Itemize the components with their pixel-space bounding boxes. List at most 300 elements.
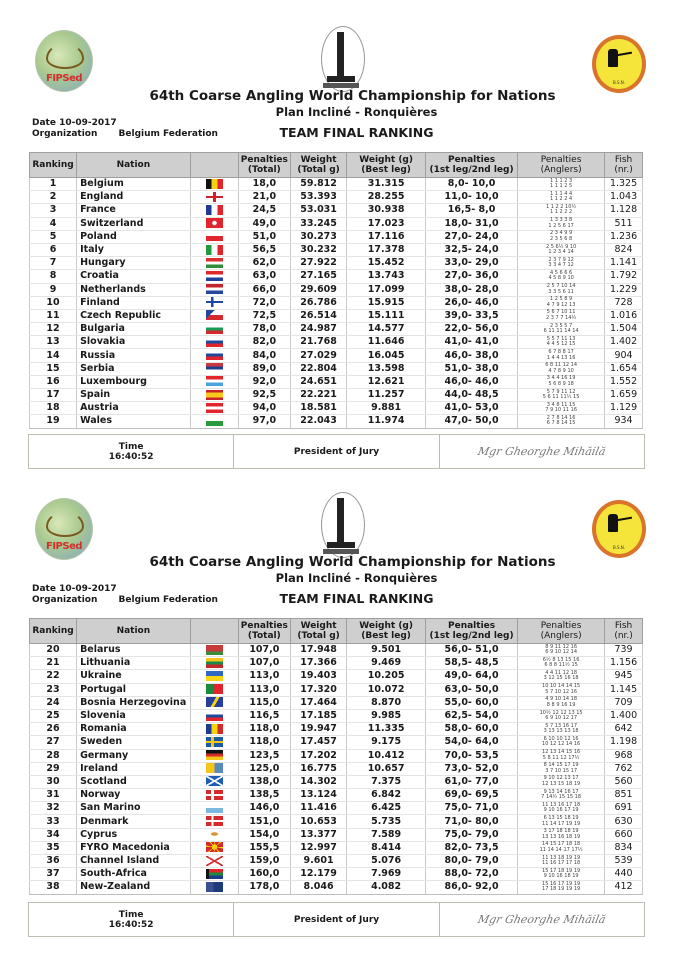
table-row: [30, 828, 643, 841]
rank-cell: 26: [30, 723, 77, 736]
rank-cell: 35: [30, 841, 77, 854]
flag-cell: [190, 296, 238, 309]
penalties-total-cell: 116,5: [238, 709, 290, 722]
organization-value: Belgium Federation: [118, 129, 218, 139]
rank-cell: 16: [30, 375, 77, 388]
table-row: [30, 204, 643, 217]
flag-cell: [190, 644, 238, 657]
flag-cell: [190, 402, 238, 415]
fish-cell: 1.402: [605, 336, 643, 349]
fish-cell: 1.792: [605, 270, 643, 283]
fish-cell: 1.400: [605, 709, 643, 722]
flag-france-icon: [206, 205, 223, 215]
penalties-anglers-cell: 2 7 8 14 16 6 7 8 14 15: [518, 415, 605, 428]
weight-best-cell: 9.469: [347, 657, 426, 670]
flag-belarus-icon: [206, 645, 223, 655]
flag-cell: [190, 270, 238, 283]
rank-cell: 19: [30, 415, 77, 428]
fish-cell: 709: [605, 696, 643, 709]
weight-total-cell: 17.320: [290, 683, 346, 696]
nation-cell: England: [77, 191, 191, 204]
table-row: [30, 309, 643, 322]
weight-best-cell: 11.335: [347, 723, 426, 736]
penalties-total-cell: 62,0: [238, 257, 290, 270]
penalties-legs-cell: 27,0- 24,0: [426, 230, 518, 243]
signature: Mgr Gheorghe Mihăilă: [476, 445, 607, 458]
penalties-total-cell: 94,0: [238, 402, 290, 415]
table-row: [30, 230, 643, 243]
rank-cell: 17: [30, 389, 77, 402]
signature-cell: [440, 435, 644, 468]
table-row: [30, 191, 643, 204]
col-flag: [190, 619, 238, 644]
weight-best-cell: 9.175: [347, 736, 426, 749]
penalties-legs-cell: 82,0- 73,5: [426, 841, 518, 854]
table-row: [30, 868, 643, 881]
nation-cell: Lithuania: [77, 657, 191, 670]
nation-cell: Bulgaria: [77, 323, 191, 336]
nation-cell: San Marino: [77, 802, 191, 815]
col-penalties-legs: Penalties (1st leg/2nd leg): [426, 619, 518, 644]
table-header: [30, 153, 643, 178]
weight-total-cell: 53.031: [290, 204, 346, 217]
weight-total-cell: 10.653: [290, 815, 346, 828]
table-row: [30, 178, 643, 191]
table-header: [30, 619, 643, 644]
weight-total-cell: 21.768: [290, 336, 346, 349]
penalties-anglers-cell: 1 2 5 8 9 4 7 9 12 13: [518, 296, 605, 309]
penalties-anglers-cell: 15 16 17 19 19 17 18 19 19 19: [518, 881, 605, 894]
fish-cell: 691: [605, 802, 643, 815]
rank-cell: 28: [30, 749, 77, 762]
rank-cell: 11: [30, 309, 77, 322]
table-row: [30, 736, 643, 749]
flag-cell: [190, 749, 238, 762]
penalties-legs-cell: 33,0- 29,0: [426, 257, 518, 270]
flag-cell: [190, 696, 238, 709]
weight-total-cell: 24.987: [290, 323, 346, 336]
penalties-total-cell: 118,0: [238, 736, 290, 749]
penalties-anglers-cell: 8 14 15 17 19 3 7 10 15 17: [518, 762, 605, 775]
penalties-anglers-cell: 5 6 7 10 11 2 3 7 7 14½: [518, 309, 605, 322]
penalties-total-cell: 24,5: [238, 204, 290, 217]
table-row: [30, 375, 643, 388]
nation-cell: Slovakia: [77, 336, 191, 349]
penalties-legs-cell: 86,0- 92,0: [426, 881, 518, 894]
fish-cell: 968: [605, 749, 643, 762]
penalties-anglers-cell: 8 9 11 12 16 6 9 10 12 14: [518, 644, 605, 657]
penalties-total-cell: 138,5: [238, 789, 290, 802]
nation-cell: Denmark: [77, 815, 191, 828]
venue-title: Plan Incliné - Ronquières: [275, 105, 438, 119]
flag-portugal-icon: [206, 684, 223, 694]
table-row: [30, 362, 643, 375]
date-line: Date 10-09-2017: [32, 584, 117, 594]
weight-best-cell: 10.072: [347, 683, 426, 696]
penalties-legs-cell: 18,0- 31,0: [426, 217, 518, 230]
nation-cell: Cyprus: [77, 828, 191, 841]
table-row: [30, 762, 643, 775]
weight-total-cell: 30.232: [290, 243, 346, 256]
flag-jersey-icon: [206, 856, 223, 866]
nation-cell: Croatia: [77, 270, 191, 283]
table-row: [30, 336, 643, 349]
weight-total-cell: 13.124: [290, 789, 346, 802]
rank-cell: 18: [30, 402, 77, 415]
weight-best-cell: 7.589: [347, 828, 426, 841]
rank-cell: 1: [30, 178, 77, 191]
flag-sweden-icon: [206, 737, 223, 747]
penalties-total-cell: 154,0: [238, 828, 290, 841]
weight-best-cell: 11.646: [347, 336, 426, 349]
flag-cell: [190, 762, 238, 775]
weight-total-cell: 8.046: [290, 881, 346, 894]
penalties-anglers-cell: 9 10 12 13 17 12 13 15 18 19: [518, 775, 605, 788]
weight-best-cell: 11.257: [347, 389, 426, 402]
weight-total-cell: 13.377: [290, 828, 346, 841]
rank-cell: 7: [30, 257, 77, 270]
fish-cell: 824: [605, 243, 643, 256]
flag-poland-icon: [206, 231, 223, 241]
time-cell: Time 16:40:52: [29, 903, 234, 936]
flag-denmark-icon: [206, 816, 223, 826]
weight-best-cell: 5.076: [347, 855, 426, 868]
fish-cell: 1.145: [605, 683, 643, 696]
flag-cell: [190, 670, 238, 683]
date-value: 10-09-2017: [59, 118, 117, 128]
penalties-legs-cell: 63,0- 50,0: [426, 683, 518, 696]
flag-cell: [190, 855, 238, 868]
table-row: [30, 415, 643, 428]
rank-cell: 34: [30, 828, 77, 841]
penalties-legs-cell: 71,0- 80,0: [426, 815, 518, 828]
penalties-legs-cell: 62,5- 54,0: [426, 709, 518, 722]
weight-total-cell: 11.416: [290, 802, 346, 815]
col-flag: [190, 153, 238, 178]
nation-cell: Belgium: [77, 178, 191, 191]
table-row: [30, 217, 643, 230]
weight-total-cell: 22.221: [290, 389, 346, 402]
weight-best-cell: 6.842: [347, 789, 426, 802]
weight-total-cell: 12.997: [290, 841, 346, 854]
flag-cell: [190, 802, 238, 815]
federation-logo-icon: B.S.N.: [592, 35, 646, 93]
fish-cell: 1.659: [605, 389, 643, 402]
nation-cell: Channel Island: [77, 855, 191, 868]
signature-cell: [440, 903, 644, 936]
fish-cell: 1.128: [605, 204, 643, 217]
venue-title: Plan Incliné - Ronquières: [275, 571, 438, 585]
fish-cell: 1.654: [605, 362, 643, 375]
penalties-anglers-cell: 14 15 17 18 18 11 14 14 17 17½: [518, 841, 605, 854]
nation-cell: South-Africa: [77, 868, 191, 881]
flag-spain-icon: [206, 390, 223, 400]
penalties-legs-cell: 51,0- 38,0: [426, 362, 518, 375]
flag-belgium-icon: [206, 179, 223, 189]
penalties-legs-cell: 54,0- 64,0: [426, 736, 518, 749]
penalties-anglers-cell: 1 1 1 2 3 1 1 1 2 5: [518, 178, 605, 191]
penalties-total-cell: 49,0: [238, 217, 290, 230]
table-row: [30, 283, 643, 296]
flag-sanmarino-icon: [206, 803, 223, 813]
signature: Mgr Gheorghe Mihăilă: [476, 913, 607, 926]
penalties-total-cell: 18,0: [238, 178, 290, 191]
penalties-anglers-cell: 1 1 2 2 10½ 1 1 2 2 2: [518, 204, 605, 217]
col-penalties-total: Penalties (Total): [238, 153, 290, 178]
penalties-legs-cell: 58,5- 48,5: [426, 657, 518, 670]
weight-total-cell: 26.514: [290, 309, 346, 322]
penalties-anglers-cell: 3 4 8 11 15 7 9 10 11 16: [518, 402, 605, 415]
fish-cell: 1.552: [605, 375, 643, 388]
weight-total-cell: 17.185: [290, 709, 346, 722]
weight-total-cell: 30.273: [290, 230, 346, 243]
penalties-total-cell: 84,0: [238, 349, 290, 362]
flag-slovakia-icon: [206, 337, 223, 347]
penalties-total-cell: 78,0: [238, 323, 290, 336]
table-row: [30, 789, 643, 802]
report-title: TEAM FINAL RANKING: [279, 125, 434, 140]
penalties-anglers-cell: 6 7 8 8 17 1 4 4 13 16: [518, 349, 605, 362]
weight-best-cell: 17.378: [347, 243, 426, 256]
penalties-legs-cell: 32,5- 24,0: [426, 243, 518, 256]
fish-cell: 851: [605, 789, 643, 802]
rank-cell: 12: [30, 323, 77, 336]
penalties-total-cell: 113,0: [238, 683, 290, 696]
weight-best-cell: 6.425: [347, 802, 426, 815]
penalties-anglers-cell: 2 5 7 10 14 3 3 5 6 11: [518, 283, 605, 296]
flag-bosnia-icon: [206, 697, 223, 707]
president-cell: President of Jury: [234, 435, 439, 468]
penalties-anglers-cell: 3 17 18 18 19 13 13 16 18 19: [518, 828, 605, 841]
fish-cell: 762: [605, 762, 643, 775]
weight-total-cell: 53.393: [290, 191, 346, 204]
flag-newzealand-icon: [206, 882, 223, 892]
rank-cell: 38: [30, 881, 77, 894]
flag-lithuania-icon: [206, 658, 223, 668]
penalties-anglers-cell: 5 5 7 11 13 4 4 5 12 15: [518, 336, 605, 349]
penalties-total-cell: 97,0: [238, 415, 290, 428]
col-penalties-total: Penalties (Total): [238, 619, 290, 644]
penalties-total-cell: 146,0: [238, 802, 290, 815]
nation-cell: Czech Republic: [77, 309, 191, 322]
penalties-legs-cell: 41,0- 41,0: [426, 336, 518, 349]
table-row: [30, 296, 643, 309]
table-row: [30, 402, 643, 415]
rank-cell: 24: [30, 696, 77, 709]
flag-cell: [190, 815, 238, 828]
nation-cell: Hungary: [77, 257, 191, 270]
fish-cell: 934: [605, 415, 643, 428]
ranking-table: [29, 152, 643, 429]
time-cell: Time 16:40:52: [29, 435, 234, 468]
weight-best-cell: 11.974: [347, 415, 426, 428]
flag-ukraine-icon: [206, 671, 223, 681]
weight-best-cell: 17.023: [347, 217, 426, 230]
weight-total-cell: 29.609: [290, 283, 346, 296]
penalties-legs-cell: 46,0- 46,0: [426, 375, 518, 388]
fish-cell: 560: [605, 775, 643, 788]
weight-best-cell: 9.985: [347, 709, 426, 722]
flag-cell: [190, 362, 238, 375]
rank-cell: 2: [30, 191, 77, 204]
fish-cell: 1.236: [605, 230, 643, 243]
nation-cell: Ireland: [77, 762, 191, 775]
penalties-anglers-cell: 6 10 10 12 16 10 12 12 14 16: [518, 736, 605, 749]
penalties-legs-cell: 44,0- 48,5: [426, 389, 518, 402]
col-penalties-anglers: Penalties (Anglers): [518, 153, 605, 178]
weight-total-cell: 9.601: [290, 855, 346, 868]
organization-value: Belgium Federation: [118, 595, 218, 605]
col-ranking: Ranking: [30, 153, 77, 178]
organization-line: Organization Belgium Federation: [32, 129, 218, 139]
weight-total-cell: 24.651: [290, 375, 346, 388]
penalties-legs-cell: 41,0- 53,0: [426, 402, 518, 415]
nation-cell: Wales: [77, 415, 191, 428]
penalties-legs-cell: 16,5- 8,0: [426, 204, 518, 217]
penalties-anglers-cell: 3 4 4 16 19 5 6 8 9 18: [518, 375, 605, 388]
penalties-total-cell: 66,0: [238, 283, 290, 296]
flag-austria-icon: [206, 403, 223, 413]
penalties-total-cell: 160,0: [238, 868, 290, 881]
weight-best-cell: 9.881: [347, 402, 426, 415]
rank-cell: 15: [30, 362, 77, 375]
penalties-anglers-cell: 1 3 3 3 8 1 2 5 6 17: [518, 217, 605, 230]
penalties-total-cell: 118,0: [238, 723, 290, 736]
weight-total-cell: 26.786: [290, 296, 346, 309]
nation-cell: Bosnia Herzegovina: [77, 696, 191, 709]
penalties-legs-cell: 73,0- 52,0: [426, 762, 518, 775]
penalties-anglers-cell: 4 5 6 6 6 4 5 8 9 10: [518, 270, 605, 283]
fish-cell: 630: [605, 815, 643, 828]
penalties-total-cell: 159,0: [238, 855, 290, 868]
fish-cell: 728: [605, 296, 643, 309]
rank-cell: 9: [30, 283, 77, 296]
fish-cell: 739: [605, 644, 643, 657]
penalties-total-cell: 82,0: [238, 336, 290, 349]
fipsed-logo-icon: FIPSed: [35, 498, 93, 560]
rank-cell: 21: [30, 657, 77, 670]
fish-cell: 440: [605, 868, 643, 881]
nation-cell: Austria: [77, 402, 191, 415]
federation-logo-icon: B.S.N.: [592, 500, 646, 558]
weight-best-cell: 4.082: [347, 881, 426, 894]
nation-cell: New-Zealand: [77, 881, 191, 894]
flag-cell: [190, 178, 238, 191]
weight-best-cell: 12.621: [347, 375, 426, 388]
nation-cell: Romania: [77, 723, 191, 736]
table-row: [30, 389, 643, 402]
fish-cell: 945: [605, 670, 643, 683]
fish-cell: 660: [605, 828, 643, 841]
flag-cell: [190, 881, 238, 894]
penalties-total-cell: 123,5: [238, 749, 290, 762]
table-row: [30, 749, 643, 762]
penalties-total-cell: 155,5: [238, 841, 290, 854]
rank-cell: 25: [30, 709, 77, 722]
penalties-anglers-cell: 4 9 10 14 18 8 8 9 16 19: [518, 696, 605, 709]
fish-cell: 1.198: [605, 736, 643, 749]
flag-ireland-icon: [206, 763, 223, 773]
weight-total-cell: 22.804: [290, 362, 346, 375]
penalties-legs-cell: 47,0- 50,0: [426, 415, 518, 428]
rank-cell: 37: [30, 868, 77, 881]
weight-total-cell: 18.581: [290, 402, 346, 415]
penalties-legs-cell: 55,0- 60,0: [426, 696, 518, 709]
weight-best-cell: 10.412: [347, 749, 426, 762]
flag-england-icon: [206, 192, 223, 202]
flag-netherlands-icon: [206, 284, 223, 294]
penalties-legs-cell: 39,0- 33,5: [426, 309, 518, 322]
flag-croatia-icon: [206, 271, 223, 281]
president-cell: President of Jury: [234, 903, 439, 936]
ronquieres-tower-logo-icon: [315, 26, 367, 96]
rank-cell: 13: [30, 336, 77, 349]
table-row: [30, 775, 643, 788]
penalties-total-cell: 107,0: [238, 657, 290, 670]
flag-cell: [190, 709, 238, 722]
nation-cell: Sweden: [77, 736, 191, 749]
nation-cell: Norway: [77, 789, 191, 802]
ranking-table: [29, 618, 643, 895]
flag-cell: [190, 191, 238, 204]
rank-cell: 4: [30, 217, 77, 230]
penalties-total-cell: 72,5: [238, 309, 290, 322]
flag-slovenia-icon: [206, 711, 223, 721]
penalties-legs-cell: 80,0- 79,0: [426, 855, 518, 868]
table-row: [30, 802, 643, 815]
penalties-total-cell: 92,0: [238, 375, 290, 388]
nation-cell: Switzerland: [77, 217, 191, 230]
weight-best-cell: 13.743: [347, 270, 426, 283]
fish-cell: 642: [605, 723, 643, 736]
penalties-total-cell: 63,0: [238, 270, 290, 283]
weight-best-cell: 13.598: [347, 362, 426, 375]
nation-cell: FYRO Macedonia: [77, 841, 191, 854]
nation-cell: Ukraine: [77, 670, 191, 683]
penalties-anglers-cell: 5 7 13 16 17 3 13 13 13 18: [518, 723, 605, 736]
date-line: Date 10-09-2017: [32, 118, 117, 128]
table-row: [30, 670, 643, 683]
flag-cell: [190, 657, 238, 670]
penalties-total-cell: 138,0: [238, 775, 290, 788]
penalties-total-cell: 51,0: [238, 230, 290, 243]
penalties-legs-cell: 11,0- 10,0: [426, 191, 518, 204]
flag-switzerland-icon: [206, 218, 223, 228]
rank-cell: 31: [30, 789, 77, 802]
rank-cell: 30: [30, 775, 77, 788]
penalties-legs-cell: 69,0- 69,5: [426, 789, 518, 802]
flag-luxembourg-icon: [206, 376, 223, 386]
penalties-legs-cell: 58,0- 60,0: [426, 723, 518, 736]
nation-cell: Italy: [77, 243, 191, 256]
weight-total-cell: 17.948: [290, 644, 346, 657]
penalties-anglers-cell: 4 4 11 12 18 3 12 15 16 18: [518, 670, 605, 683]
fish-cell: 1.141: [605, 257, 643, 270]
table-row: [30, 709, 643, 722]
penalties-anglers-cell: 10½ 12 12 13 15 6 9 10 12 17: [518, 709, 605, 722]
penalties-anglers-cell: 6 13 15 18 19 11 14 17 19 19: [518, 815, 605, 828]
col-penalties-anglers: Penalties (Anglers): [518, 619, 605, 644]
time-value: 16:40:52: [108, 919, 154, 930]
flag-russia-icon: [206, 350, 223, 360]
col-weight-best: Weight (g) (Best leg): [347, 619, 426, 644]
penalties-legs-cell: 22,0- 56,0: [426, 323, 518, 336]
flag-italy-icon: [206, 245, 223, 255]
col-weight-total: Weight (Total g): [290, 153, 346, 178]
weight-best-cell: 28.255: [347, 191, 426, 204]
nation-cell: Belarus: [77, 644, 191, 657]
penalties-anglers-cell: 5 7 9 11 12 5 6 11 11½ 15: [518, 389, 605, 402]
